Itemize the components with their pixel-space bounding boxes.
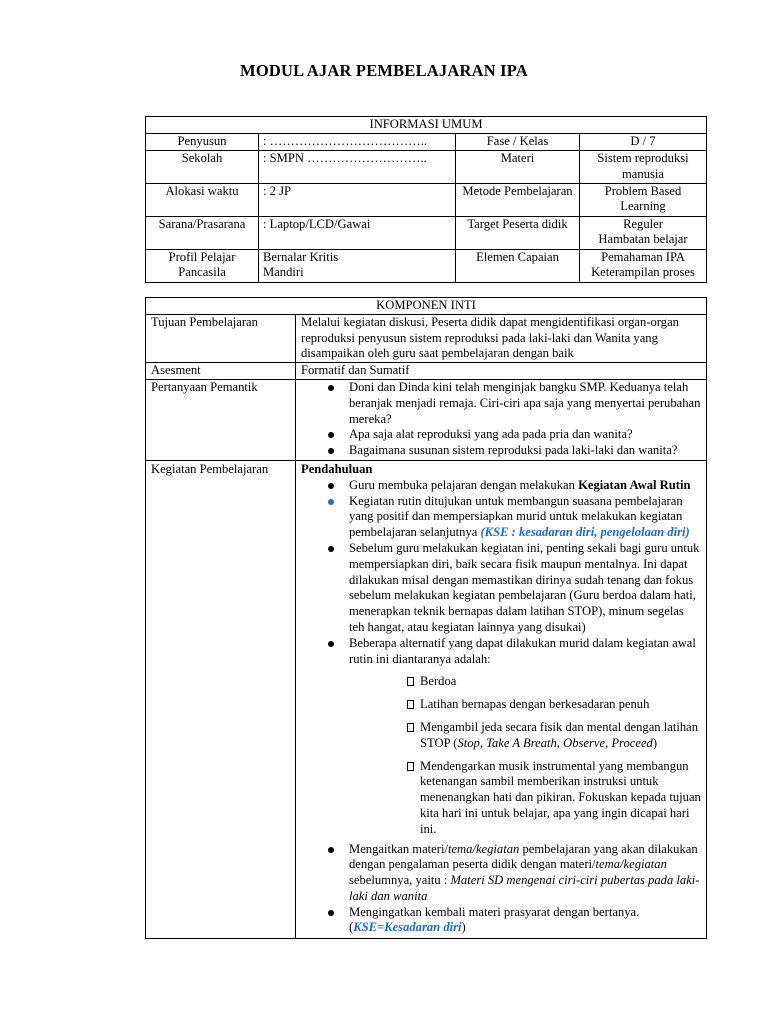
tujuan-text: Melalui kegiatan diskusi, Peserta didik dapat mengidentifikasi organ-organ reproduksi penyusun sistem reproduksi pada laki-laki dan Wanita yang disampaikan oleh guru saat pembelajaran dengan baik: [296, 314, 707, 362]
pertanyaan-label: Pertanyaan Pemantik: [146, 379, 296, 460]
kegiatan-label: Kegiatan Pembelajaran: [146, 460, 296, 938]
pertanyaan-item-1: Doni dan Dinda kini telah menginjak bangku SMP. Keduanya telah beranjak menjadi remaja. Ciri-ciri apa saja yang menyertai perubahan mereka?: [301, 380, 701, 427]
elemen-value-1: Pemahaman IPA: [601, 249, 685, 264]
target-value-hambatan: Hambatan belajar: [598, 232, 688, 247]
sarana-value: : Laptop/LCD/Gawai: [259, 216, 456, 249]
alternatif-item-4: Mendengarkan musik instrumental yang membangun ketenangan sambil memberikan instruksi untuk menenangkan hati dan pikiran. Fokuskan kepada tujuan kita hari ini untuk belajar, apa yang ingin dicapai hari ini.: [349, 759, 701, 838]
kegiatan-item-2: Kegiatan rutin ditujukan untuk membangun suasana pembelajaran yang positif dan mempersiapkan murid untuk melakukan kegiatan pembelajaran selanjutnya (KSE : kesadaran diri, pengelolaan diri): [301, 494, 701, 541]
kegiatan-item-4: Beberapa alternatif yang dapat dilakukan murid dalam kegiatan awal rutin ini diantaranya adalah: Berdoa Latihan bernapas dengan berkesadaran penuh Mengambil jeda secara fisik dan mental dengan latihan STOP (Stop, Take A Breath, Observe, Proceed) Mendengarkan musik instrumental yang membangun ketenangan sambil memberikan instruksi untuk menenangkan hati dan pikiran. Fokuskan kepada tujuan kita hari ini untuk belajar, apa yang ingin dicapai hari ini.: [301, 636, 701, 838]
pendahuluan-heading: Pendahuluan: [301, 461, 373, 476]
pertanyaan-item-3: Bagaimana susunan sistem reproduksi pada laki-laki dan wanita?: [301, 443, 701, 459]
pertanyaan-item-2: Apa saja alat reproduksi yang ada pada pria dan wanita?: [301, 427, 701, 443]
kegiatan-item-3: Sebelum guru melakukan kegiatan ini, penting sekali bagi guru untuk mempersiapkan diri, baik secara fisik maupun mentalnya. Ini dapat dilakukan misal dengan memastikan dirinya sudah tenang dan fokus sebelum melakukan kegiatan pembelajaran (Guru berdoa dalam hati, menerapkan teknik bernapas dalam latihan STOP), minum segelas teh hangat, atau kegiatan lainnya yang disukai): [301, 541, 701, 636]
alternatif-item-1: Berdoa: [349, 674, 701, 690]
elemen-value: [580, 249, 707, 282]
metode-label: Metode Pembelajaran: [456, 183, 580, 216]
core-component-table: [145, 297, 707, 939]
materi-label: Materi: [456, 151, 580, 184]
profil-label: Profil Pelajar Pancasila: [146, 249, 259, 282]
kegiatan-item-5: Mengaitkan materi/tema/kegiatan pembelajaran yang akan dilakukan dengan pengalaman peserta didik dengan materi/tema/kegiatan sebelumnya, yaitu : Materi SD mengenai ciri-ciri pubertas pada laki-laki dan wanita: [301, 842, 701, 905]
fase-value: D / 7: [580, 134, 707, 151]
info-table-heading: INFORMASI UMUM: [146, 117, 707, 134]
elemen-label: Elemen Capaian: [456, 249, 580, 282]
alokasi-label: Alokasi waktu: [146, 183, 259, 216]
target-label: Target Peserta didik: [456, 216, 580, 249]
penyusun-label: Penyusun: [146, 134, 259, 151]
pertanyaan-list: [301, 380, 701, 459]
core-table-heading: KOMPONEN INTI: [146, 298, 707, 315]
tujuan-label: Tujuan Pembelajaran: [146, 314, 296, 362]
document-title: MODUL AJAR PEMBELAJARAN IPA: [240, 61, 528, 80]
kegiatan-item-6: Mengingatkan kembali materi prasyarat dengan bertanya. (KSE=Kesadaran diri): [301, 905, 701, 937]
materi-value: Sistem reproduksi manusia: [580, 151, 707, 184]
kegiatan-item-1: Guru membuka pelajaran dengan melakukan Kegiatan Awal Rutin: [301, 478, 701, 494]
general-info-table: [145, 116, 707, 283]
profil-value-2: Mandiri: [263, 265, 304, 280]
profil-value-1: Bernalar Kritis: [263, 249, 339, 264]
fase-label: Fase / Kelas: [456, 134, 580, 151]
penyusun-value: : ………………………………..: [259, 134, 456, 151]
profil-value: [259, 249, 456, 282]
kegiatan-list: [301, 478, 701, 937]
target-value-reguler: Reguler: [623, 216, 663, 231]
sekolah-label: Sekolah: [146, 151, 259, 184]
target-value: [580, 216, 707, 249]
sekolah-value: : SMPN ………………………..: [259, 151, 456, 184]
kse-note: (KSE : kesadaran diri, pengelolaan diri): [480, 525, 690, 540]
asesmen-text: Formatif dan Sumatif: [296, 363, 707, 380]
pertanyaan-cell: [296, 379, 707, 460]
sarana-label: Sarana/Prasarana: [146, 216, 259, 249]
metode-value: Problem Based Learning: [580, 183, 707, 216]
kegiatan-cell: [296, 460, 707, 938]
elemen-value-2: Keterampilan proses: [591, 265, 695, 280]
alternatif-item-3: Mengambil jeda secara fisik dan mental dengan latihan STOP (Stop, Take A Breath, Observe, Proceed): [349, 720, 701, 752]
asesmen-label: Asesment: [146, 363, 296, 380]
alternatif-list: [349, 674, 701, 837]
kse-note: KSE=Kesadaran diri: [353, 920, 462, 935]
alternatif-item-2: Latihan bernapas dengan berkesadaran penuh: [349, 697, 701, 713]
alokasi-value: : 2 JP: [259, 183, 456, 216]
